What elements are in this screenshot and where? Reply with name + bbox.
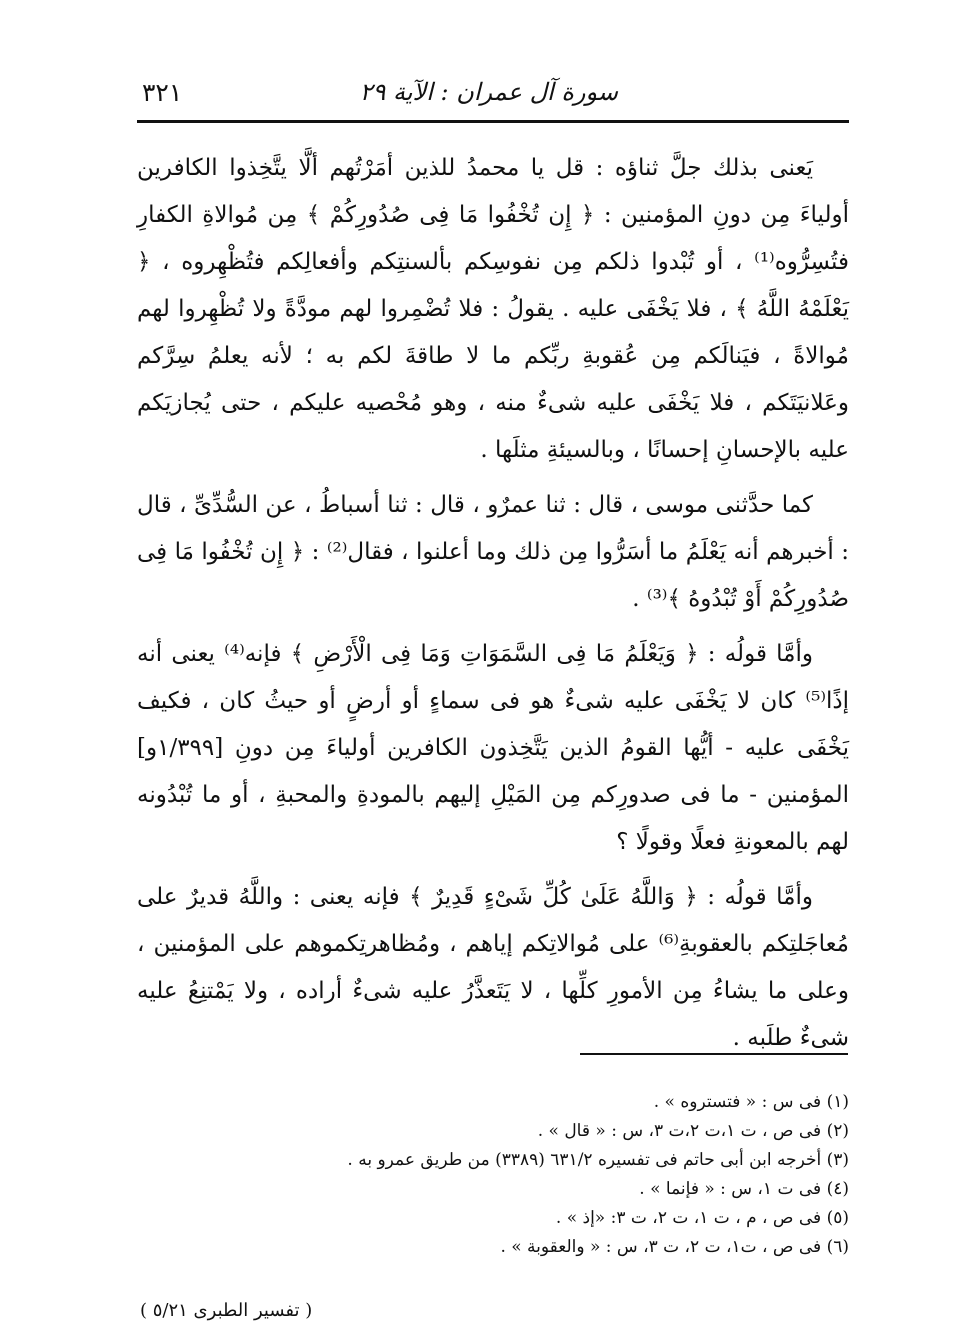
- footnote-1: (١) فى س : « فتستروه » .: [653, 1092, 849, 1112]
- footnote-2: (٢) فى ص ، ت ١،ت ٢،ت ٣، س : « قال » .: [537, 1121, 849, 1141]
- paragraph-3: وأمَّا قولُه : ﴿ وَيَعْلَمُ مَا فِى السَّمَوَاتِ وَمَا فِى الْأَرْضِ ﴾ فإنه⁽⁴⁾ يعنى أنه إذًا⁽⁵⁾ كان لا يَخْفَى عليه شىءٌ هو فى سماءٍ أو أرضٍ أو حيثُ كان ، فكيف يَخْفَى عليه - أيُّها القومُ الذين يَتَّخِذون الكافرين أولياءَ مِن دونِ [١/٣٩٩و] المؤمنين - ما فى صدورِكم مِن المَيْلِ إليهم بالمودةِ والمحبةِ ، أو ما تُبْدُونه لهم بالمعونةِ فعلًا وقولًا ؟: [137, 641, 849, 855]
- footnote-5: (٥) فى ص ، م ، ت ١، ت ٢، ت ٣: «إذ » .: [555, 1208, 849, 1228]
- header-divider: [137, 120, 849, 123]
- page-header: [142, 74, 848, 122]
- footnote-6: (٦) فى ص ، ت١، ت ٢، ت ٣، س : « والعقوبة » .: [500, 1237, 849, 1257]
- paragraph-1: يَعنى بذلك جلَّ ثناؤه : قل يا محمدُ للذين أمَرْتُهم ألَّا يتَّخِذوا الكافرين أولياءَ مِن دونِ المؤمنين : ﴿ إِن تُخْفُوا مَا فِى صُدُورِكُمْ ﴾ مِن مُوالاةِ الكفارِ فتُسِرُّوه⁽¹⁾ ، أو تُبْدوا ذلكم مِن نفوسِكم بألسنتِكم وأفعالِكم فتُظْهِروه ، ﴿ يَعْلَمْهُ اللَّهُ ﴾ ، فلا يَخْفَى عليه . يقولُ : فلا تُضْمِروا لهم مودَّةً ولا تُظْهِروا لهم مُوالاةً ، فيَنالَكم مِن عُقوبةِ ربِّكم ما لا طاقةَ لكم به ؛ لأنه يعلمُ سِرَّكم وعَلانيَتَكم ، فلا يَخْفَى عليه شىءٌ منه ، وهو مُحْصيه عليكم ، حتى يُجازيَكم عليه بالإحسانِ إحسانًا ، وبالسيئةِ مثلَها .: [137, 155, 849, 463]
- surah-verse-title: سورة آل عمران : الآية ٢٩: [359, 78, 618, 106]
- footnote-4: (٤) فى ت ١، س : « فإنما » .: [639, 1179, 849, 1199]
- volume-signature: ( تفسير الطبرى ٥/٢١ ): [140, 1300, 313, 1321]
- paragraph-4: وأمَّا قولُه : ﴿ وَاللَّهُ عَلَىٰ كُلِّ شَىْءٍ قَدِيرٌ ﴾ فإنه يعنى : واللَّهُ قديرٌ على مُعاجَلتِكم بالعقوبةِ⁽⁶⁾ على مُوالاتِكم إياهم ، ومُظاهرتِكموهم على المؤمنين ، وعلى ما يشاءُ مِن الأمورِ كلِّها ، لا يَتَعذَّرُ عليه شىءٌ أراده ، ولا يَمْتنِعُ عليه شىءٌ طلَبه .: [137, 884, 849, 1051]
- footnotes: [137, 1088, 849, 1262]
- main-text: [137, 145, 849, 1070]
- page-number: ٣٢١: [142, 78, 183, 107]
- footnote-3: (٣) أخرجه ابن أبى حاتم فى تفسيره ٦٣١/٢ (٣٣٨٩) من طريق عمرو به .: [347, 1150, 849, 1170]
- paragraph-2: كما حدَّثنى موسى ، قال : ثنا عمرٌو ، قال : ثنا أسباطُ ، عن السُّدِّىِّ ، قال : أخبرهم أنه يَعْلَمُ ما أسَرُّوا مِن ذلك وما أعلنوا ، فقال⁽²⁾ : ﴿ إِن تُخْفُوا مَا فِى صُدُورِكُمْ أَوْ تُبْدُوهُ ﴾⁽³⁾ .: [137, 492, 849, 612]
- footnote-divider: [580, 1053, 848, 1055]
